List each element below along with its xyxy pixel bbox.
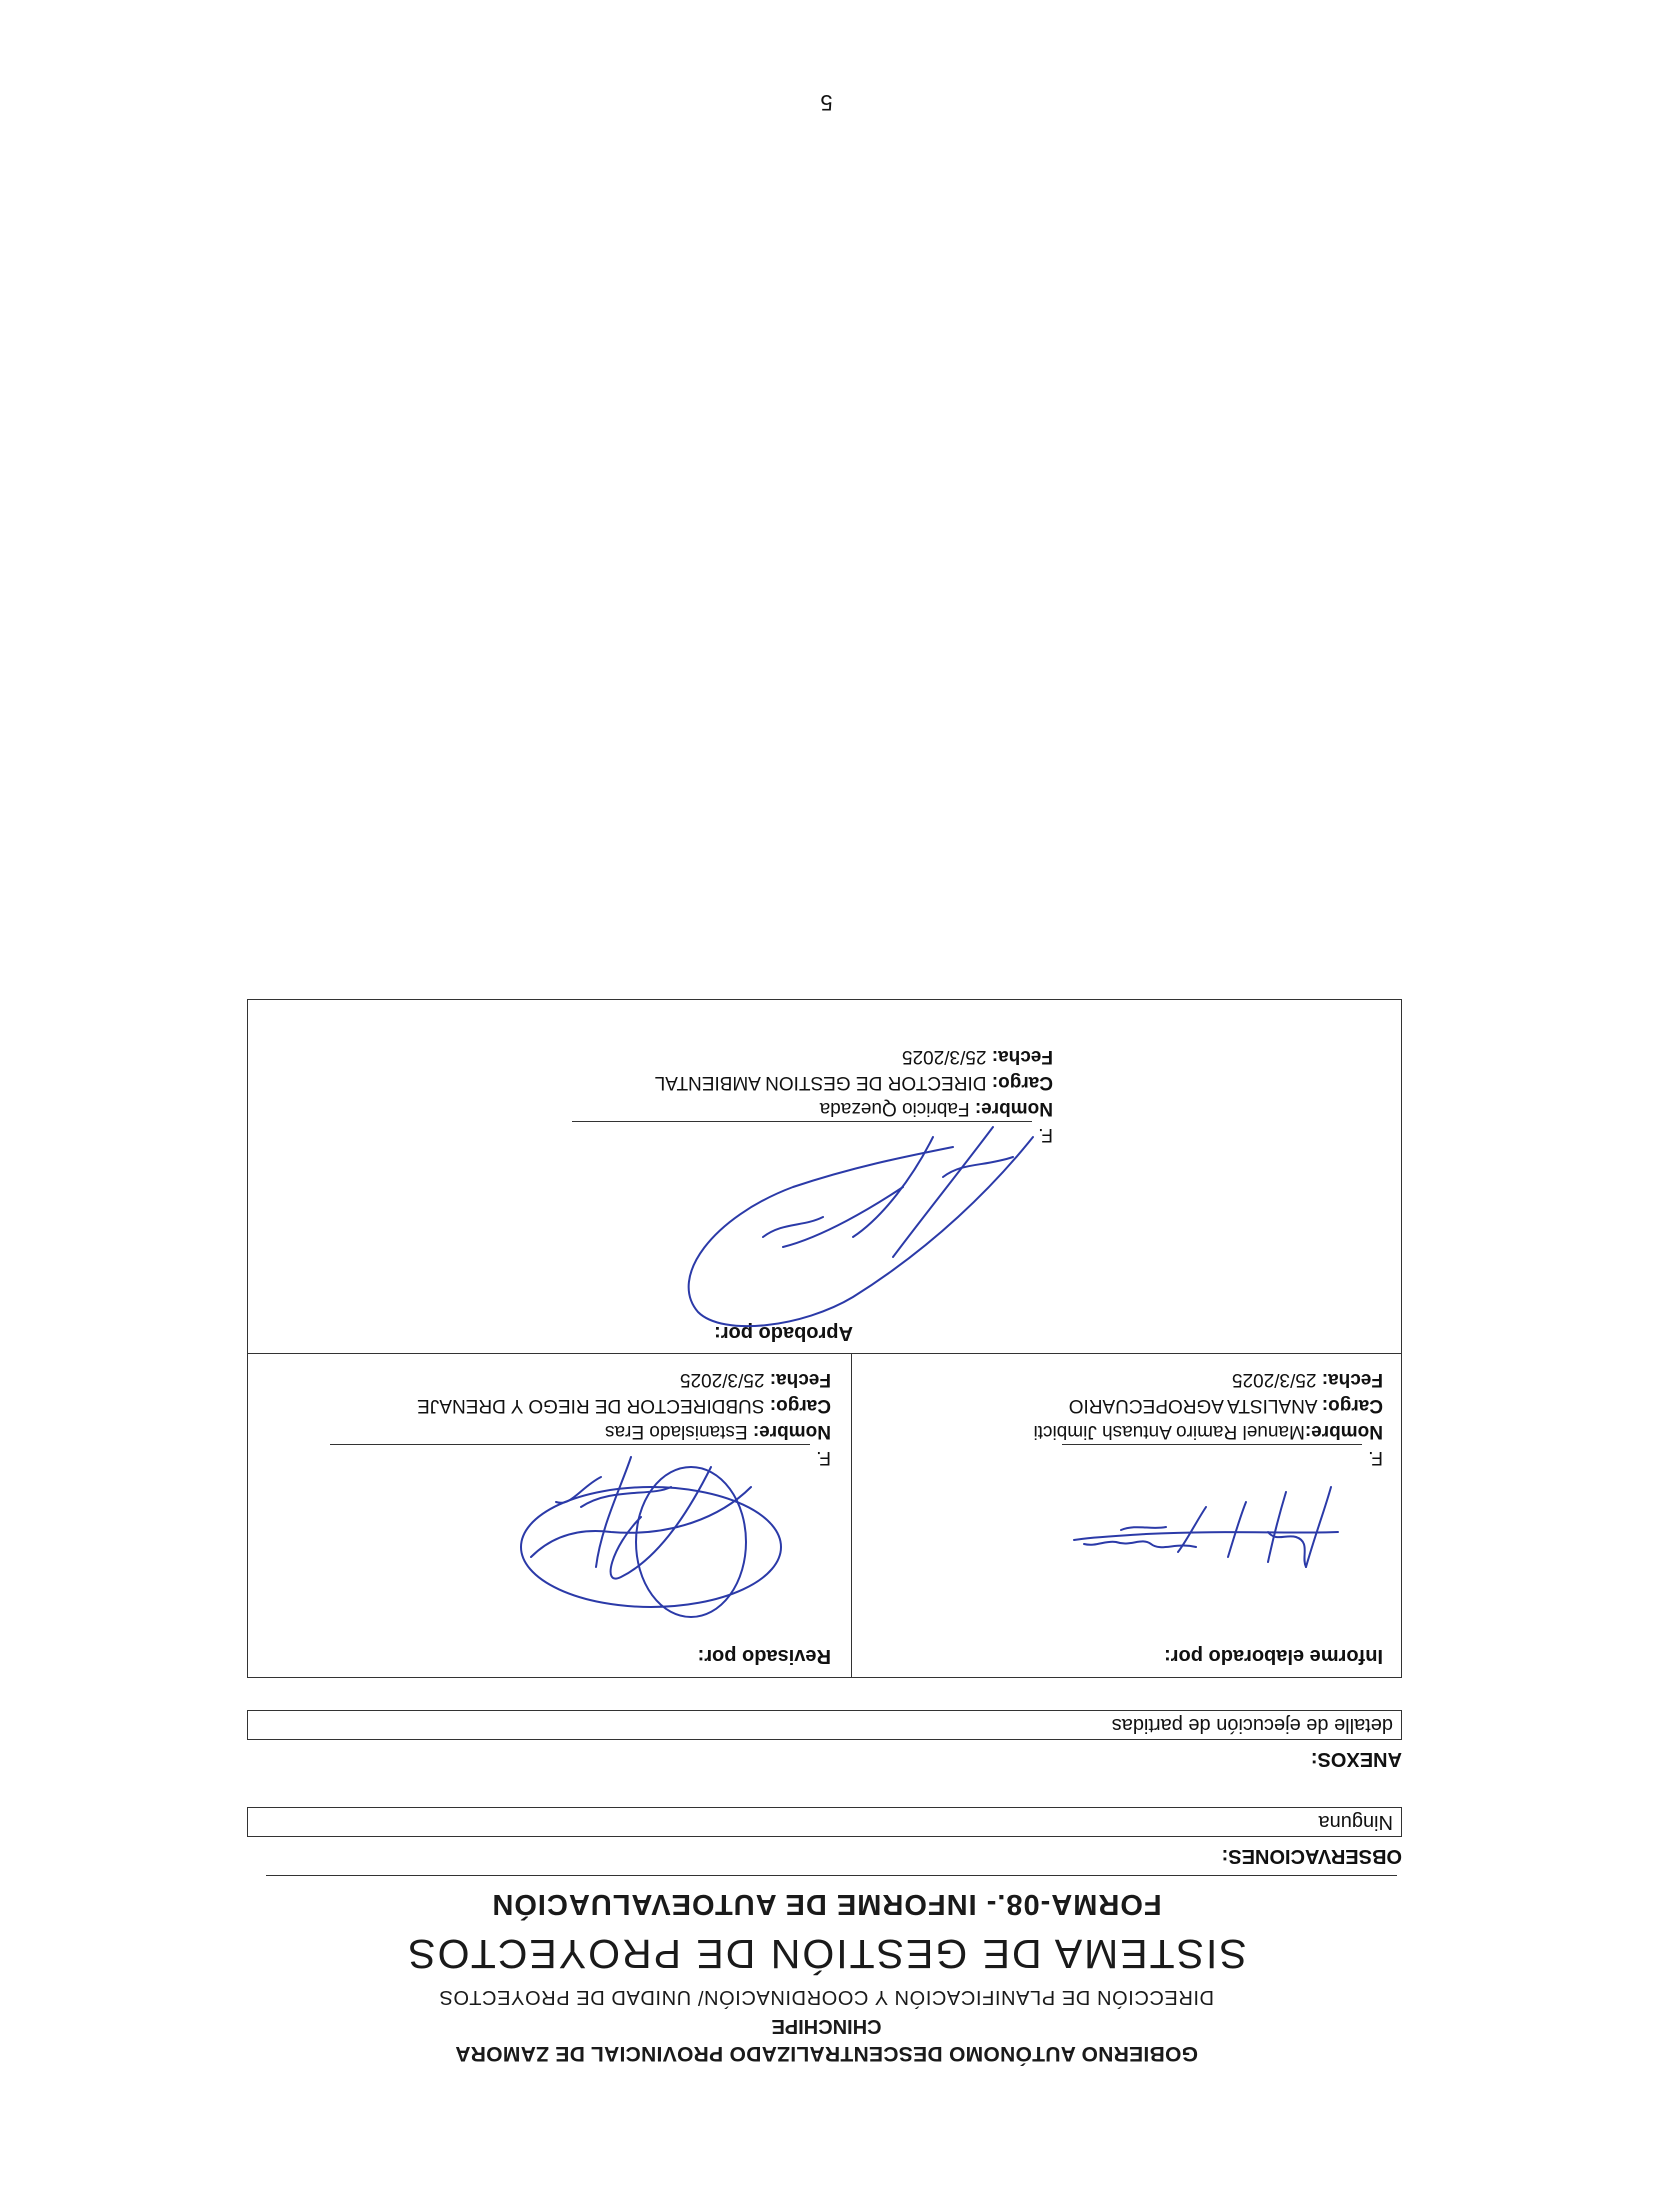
elaborado-fecha: 25/3/2025 (1231, 1369, 1317, 1390)
institution-name-line2: CHINCHIPE (771, 2015, 882, 2037)
anexos-field: detalle de ejecución de partidas (247, 1710, 1402, 1740)
cargo-label: Cargo: (769, 1395, 831, 1416)
signature-f-label: F. (816, 1447, 831, 1468)
fecha-label: Fecha: (769, 1369, 831, 1390)
elaborado-signature-block (1033, 1366, 1383, 1470)
header-divider (266, 1875, 1397, 1876)
page-number: 5 (820, 90, 833, 115)
revisado-fecha: 25/3/2025 (679, 1369, 765, 1390)
revisado-title: Revisado por: (697, 1645, 831, 1667)
system-title: SISTEMA DE GESTIÓN DE PROYECTOS (406, 1931, 1247, 1977)
cargo-label: Cargo: (991, 1072, 1053, 1093)
aprobado-cargo: DIRECTOR DE GESTION AMBIENTAL (654, 1072, 987, 1093)
signature-line (1062, 1444, 1362, 1459)
signature-f-label: F. (1368, 1447, 1383, 1468)
revisado-nombre: Estanislado Eras (605, 1421, 748, 1442)
nombre-label: Nombre: (1304, 1421, 1383, 1442)
form-title: FORMA-08.- INFORME DE AUTOEVALUACIÓN (491, 1888, 1162, 1920)
observaciones-label: OBSERVACIONES: (1221, 1845, 1402, 1867)
revisado-cargo: SUBDIRECTOR DE RIEGO Y DRENAJE (417, 1395, 765, 1416)
aprobado-nombre: Fabricio Quezada (819, 1098, 970, 1119)
observaciones-field: Ninguna (247, 1807, 1402, 1837)
anexos-label: ANEXOS: (1310, 1748, 1402, 1770)
nombre-label: Nombre: (974, 1098, 1053, 1119)
fecha-label: Fecha: (991, 1046, 1053, 1067)
revisado-signature-block (330, 1366, 831, 1470)
signature-table (247, 999, 1402, 1678)
cargo-label: Cargo: (1321, 1395, 1383, 1416)
signature-f-label: F. (1038, 1124, 1053, 1145)
institution-name: GOBIERNO AUTÓNOMO DESCENTRALIZADO PROVINCIAL DE ZAMORA (454, 2042, 1199, 2065)
table-divider-vertical (851, 1354, 852, 1677)
table-divider-horizontal (248, 1353, 1401, 1354)
signature-line (572, 1121, 1032, 1136)
nombre-label: Nombre: (752, 1421, 831, 1442)
elaborado-cargo: ANALISTA AGROPECUARIO (1068, 1395, 1318, 1416)
aprobado-fecha: 25/3/2025 (901, 1046, 987, 1067)
fecha-label: Fecha: (1321, 1369, 1383, 1390)
aprobado-signature-block (572, 1043, 1053, 1147)
handwritten-signature-icon (1066, 1472, 1346, 1592)
aprobado-title: Aprobado por: (714, 1322, 853, 1344)
signature-line (330, 1444, 810, 1459)
elaborado-nombre: Manuel Ramiro Antuash Jimbicti (1033, 1421, 1305, 1442)
department-name: DIRECCIÓN DE PLANIFICACIÓN Y COORDINACIÓN/ UNIDAD DE PROYECTOS (438, 1986, 1215, 2008)
elaborado-title: Informe elaborado por: (1164, 1645, 1383, 1667)
